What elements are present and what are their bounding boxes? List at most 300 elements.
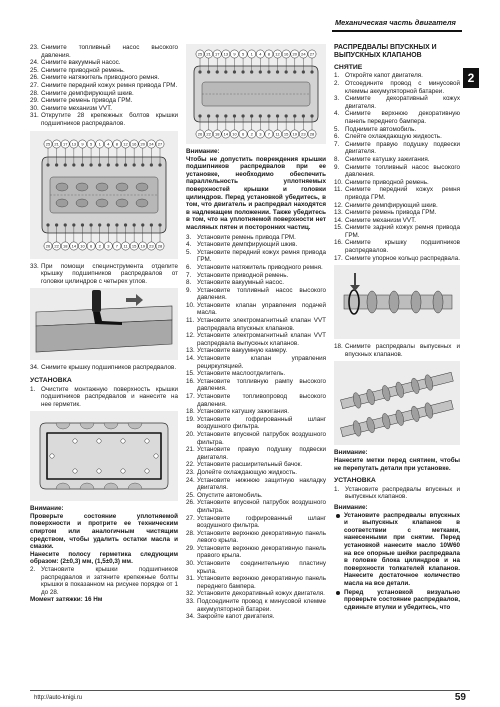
install-step [186, 302, 326, 317]
torque-spec: Момент затяжки: 16 Нм [30, 596, 103, 604]
removal-step [334, 239, 460, 254]
bolt-number-label: 7 [115, 243, 119, 249]
step-text: Установите гофрированный шланг воздушного фильтра. [197, 415, 326, 431]
warning-label: Внимание: [334, 449, 368, 457]
bolt-number-label: 5 [241, 51, 245, 57]
bolt-head [259, 70, 262, 73]
step-number: 31. [30, 112, 39, 120]
page-number: 59 [454, 692, 466, 703]
step-number: 7. [186, 271, 192, 279]
bolt-head [224, 114, 227, 117]
step-number: 30. [186, 560, 195, 568]
removal-step [334, 156, 460, 164]
bullet-text: Перед установкой визуально проверьте состояние распредвалов, сдвиньте втулки и убедитесь, что [344, 588, 460, 611]
step-number: 24. [186, 476, 195, 484]
step-number: 24. [30, 59, 39, 67]
warning-paragraph: Нанесите полосу герметика следующим образом: (2±0,3) мм, (1,5±0,3) мм. [30, 550, 178, 566]
step-number: 34. [186, 613, 195, 621]
bolt-number-label: 28 [157, 243, 163, 249]
warning-label: Внимание: [186, 148, 220, 155]
step-text: Установите крышки подшипников распредвалов и затяните крепежные болты крышки в показанном на рисунке порядке от 1 до 28. [41, 566, 178, 596]
figure-bolt-tightening-sequence [186, 44, 326, 144]
bolt-head [158, 163, 161, 166]
step-number: 34. [30, 364, 39, 372]
install-steps-list [334, 486, 460, 501]
bolt-number-label: 7 [267, 131, 271, 137]
install-step [186, 408, 326, 416]
step-text: Снимите крышку подшипников распредвалов. [345, 239, 460, 255]
install-heading: УСТАНОВКА [30, 376, 72, 384]
bolt-number-label: 3 [107, 243, 110, 249]
bolt-number-label: 2 [250, 131, 253, 137]
bolt-number-label: 15 [131, 243, 137, 249]
step-number: 17. [334, 254, 343, 262]
bolt-head [64, 223, 67, 226]
step-number: 15. [334, 224, 343, 232]
step-text: Снимите ремень привода ГРМ. [41, 97, 133, 105]
bolt-number-label: 6 [241, 131, 245, 137]
bolt-number-label: 8 [115, 141, 119, 147]
removal-step [30, 263, 178, 286]
bolt-head [107, 163, 110, 166]
bolt-number-label: 14 [223, 131, 229, 137]
removal-steps-list-2 [30, 263, 178, 286]
bolt-number-label: 10 [80, 243, 85, 249]
step-text: Установите клапан управления рециркуляцией. [197, 355, 326, 370]
install-heading: УСТАНОВКА [334, 477, 376, 485]
step-number: 2. [30, 566, 36, 574]
removal-step [30, 364, 178, 372]
bolt-head [81, 163, 84, 166]
step-text: Установите нижнюю защитную накладку двигателя. [197, 476, 326, 492]
install-step [186, 370, 326, 378]
step-text: При помощи специнструмента отделите крышку подшипников распредвалов от головки цилиндров с четырех углов. [41, 262, 178, 285]
step-number: 14. [334, 216, 343, 224]
step-number: 23. [30, 44, 39, 51]
step-text: Долейте охлаждающую жидкость. [197, 468, 297, 476]
step-text: Снимите приводной ремень. [345, 178, 429, 186]
step-text: Снимите передний кожух ремня привода ГРМ. [41, 81, 178, 89]
bolt-number-label: 12 [275, 51, 280, 57]
section-header: Механическая часть двигателя [332, 16, 462, 32]
step-number: 15. [186, 370, 195, 378]
step-number: 11. [186, 317, 195, 325]
step-number: 23. [186, 468, 195, 476]
step-text: Снимите упорное кольцо распредвала. [345, 254, 460, 262]
install-step [186, 575, 326, 590]
bolt-number-label: 10 [232, 131, 237, 137]
step-number: 21. [186, 446, 195, 454]
bolt-head [250, 114, 253, 117]
step-text: Установите топливный насос высокого давления. [197, 286, 326, 302]
step-number: 13. [334, 209, 343, 217]
bolt-number-label: 16 [131, 141, 137, 147]
step-text: Снимите декоративный кожух двигателя. [345, 95, 460, 110]
chapter-tab: 2 [463, 68, 479, 88]
install-step [186, 461, 326, 469]
install-step [186, 431, 326, 446]
figure-thrust-ring [334, 265, 460, 339]
bullet-icon [334, 512, 344, 588]
removal-steps-list-2 [334, 343, 460, 358]
step-text: Снимите приводной ремень. [41, 66, 125, 74]
step-number: 9. [334, 163, 340, 171]
install-step [186, 355, 326, 370]
install-step [30, 566, 178, 596]
step-text: Снимите демпфирующий шкив. [345, 201, 438, 209]
step-number: 31. [186, 575, 195, 583]
step-text: Снимите правую подушку подвески двигателя. [345, 140, 460, 156]
bolt-number-label: 23 [301, 131, 306, 137]
bolt-head [115, 223, 118, 226]
bolt-number-label: 20 [140, 141, 145, 147]
step-number: 19. [186, 415, 195, 423]
install-step [186, 590, 326, 598]
bolt-head [250, 70, 253, 73]
step-text: Установите верхнюю декоративную панель переднего бампера. [197, 575, 326, 590]
step-text: Поднимите автомобиль. [345, 125, 417, 133]
step-number: 28. [30, 89, 39, 97]
bolt-number-label: 19 [292, 131, 297, 137]
step-text: Установите вакуумную камеру. [197, 347, 288, 355]
right-column [334, 44, 460, 612]
step-text: Установите верхнюю декоративную панель правого крыла. [197, 544, 326, 560]
removal-steps-list [334, 72, 460, 262]
left-column [30, 44, 178, 604]
install-warning-bullets [334, 512, 460, 612]
step-text: Опустите автомобиль. [197, 491, 263, 499]
bolt-number-label: 24 [149, 141, 154, 147]
step-text: Установите электромагнитный клапан VVT распредвала впускных клапанов. [197, 317, 326, 332]
step-number: 32. [186, 590, 195, 598]
step-number: 1. [334, 485, 340, 493]
warning-paragraph: Нанесите метки перед снятием, чтобы не перепутать детали при установке. [334, 457, 460, 472]
removal-step [30, 90, 178, 98]
removal-step [334, 141, 460, 156]
install-step [186, 249, 326, 264]
bolt-head [276, 114, 279, 117]
bolt-number-label: 1 [250, 51, 253, 57]
warning-label: Внимание: [30, 505, 64, 513]
install-step [186, 477, 326, 492]
bolt-number-label: 25 [45, 141, 51, 147]
bolt-number-label: 9 [81, 141, 84, 147]
bolt-head [89, 163, 92, 166]
step-number: 25. [30, 66, 39, 74]
bolt-number-label: 22 [54, 243, 59, 249]
bolt-number-label: 12 [123, 141, 128, 147]
bolt-head [198, 70, 201, 73]
figure-bolt-removal-diagram [30, 131, 178, 259]
step-text: Снимите механизм VVT. [345, 216, 416, 224]
step-text: Снимите верхнюю декоративную панель переднего бампера. [345, 110, 460, 125]
install-step [186, 347, 326, 355]
step-number: 16. [334, 239, 343, 247]
step-number: 13. [186, 347, 195, 355]
bolt-number-label: 18 [63, 243, 68, 249]
bolt-head [141, 223, 144, 226]
bolt-number-label: 17 [215, 51, 220, 57]
step-number: 12. [186, 332, 195, 340]
removal-heading: СНЯТИЕ [334, 63, 363, 71]
step-number: 2. [334, 80, 340, 87]
bolt-head [259, 114, 262, 117]
bolt-head [224, 70, 227, 73]
bolt-number-label: 5 [89, 141, 93, 147]
bullet-icon [334, 589, 344, 612]
step-text: Снимите топливный насос высокого давления. [41, 44, 178, 59]
bolt-number-label: 20 [292, 51, 297, 57]
step-number: 10. [186, 301, 195, 309]
figure-special-tool [30, 288, 178, 360]
bolt-head [72, 223, 75, 226]
bolt-number-label: 21 [206, 51, 211, 57]
step-text: Установите соединительную пластину крыла. [197, 560, 326, 575]
bolt-number-label: 4 [259, 51, 262, 57]
bolt-number-label: 2 [98, 243, 101, 249]
removal-steps-list [30, 44, 178, 128]
step-number: 18. [334, 343, 343, 351]
bolt-number-label: 21 [54, 141, 59, 147]
install-step [186, 279, 326, 287]
step-text: Снимите распредвалы выпускных и впускных клапанов. [345, 343, 460, 358]
bolt-number-label: 11 [123, 243, 128, 249]
bolt-number-label: 26 [45, 243, 51, 249]
removal-step [334, 80, 460, 95]
step-number: 17. [186, 393, 195, 400]
bolt-head [302, 114, 305, 117]
step-text: Снимите демпфирующий шкив. [41, 89, 134, 97]
bolt-head [302, 70, 305, 73]
bolt-head [207, 114, 210, 117]
bolt-head [310, 114, 313, 117]
step-text: Установите вакуумный насос. [197, 279, 284, 287]
step-text: Отсоедините провод с минусовой клеммы аккумуляторной батареи. [345, 80, 460, 95]
install-step [186, 515, 326, 530]
bolt-number-label: 27 [157, 141, 163, 147]
bolt-head [124, 163, 127, 166]
removal-step [334, 255, 460, 263]
bolt-head [267, 70, 270, 73]
install-steps-list [30, 386, 178, 409]
removal-step [30, 97, 178, 105]
bolt-head [46, 223, 49, 226]
bolt-head [310, 70, 313, 73]
removal-step [30, 82, 178, 90]
step-number: 22. [186, 461, 195, 469]
step-number: 3. [334, 95, 340, 103]
step-number: 3. [186, 233, 192, 241]
bolt-head [276, 70, 279, 73]
bolt-head [141, 163, 144, 166]
removal-step [30, 44, 178, 59]
step-text: Установите впускной патрубок воздушного фильтра. [197, 430, 326, 446]
install-step [186, 446, 326, 461]
step-number: 4. [186, 241, 192, 249]
install-steps-list-2 [30, 566, 178, 596]
step-number: 6. [334, 133, 340, 141]
bolt-head [124, 223, 127, 226]
install-step [186, 332, 326, 347]
bolt-head [64, 163, 67, 166]
bolt-number-label: 18 [215, 131, 220, 137]
bolt-number-label: 16 [283, 51, 289, 57]
step-number: 6. [186, 263, 192, 271]
step-number: 7. [334, 140, 340, 148]
bolt-number-label: 17 [63, 141, 68, 147]
bullet-text: Установите распредвалы впускных и выпускных клапанов в соответствии с метками, нанесенными при снятии. Перед установкой нанесите масло 10W60 на все опорные шейки распредвала в головке блока цилиндров и на поверхности толкателей клапанов. Нанесите достаточное количество масла на все детали. [344, 511, 460, 587]
bolt-head [233, 70, 236, 73]
step-text: Установите катушку зажигания. [197, 408, 290, 416]
bolt-number-label: 6 [89, 243, 93, 249]
bolt-head [133, 223, 136, 226]
step-number: 9. [186, 286, 192, 294]
bolt-number-label: 13 [71, 141, 77, 147]
warning-bullet [334, 589, 460, 612]
bolt-head [293, 114, 296, 117]
bolt-head [46, 163, 49, 166]
step-number: 12. [334, 201, 343, 209]
bolt-head [216, 114, 219, 117]
bolt-head [267, 114, 270, 117]
figure-camshafts [334, 361, 460, 445]
install-step [186, 234, 326, 242]
step-number: 5. [334, 125, 340, 133]
removal-step [30, 59, 178, 67]
step-number: 1. [30, 385, 36, 393]
step-number: 29. [30, 97, 39, 105]
bolt-number-label: 28 [309, 131, 315, 137]
removal-step [334, 202, 460, 210]
bolt-head [150, 223, 153, 226]
removal-steps-list-3 [30, 364, 178, 372]
bolt-head [198, 114, 201, 117]
step-text: Установите расширительный бачок. [197, 461, 303, 469]
bolt-number-label: 3 [259, 131, 262, 137]
install-step [30, 386, 178, 409]
figure-sealant-application [30, 411, 178, 501]
install-warning-label: Внимание: [334, 504, 368, 511]
install-step [334, 486, 460, 501]
step-number: 16. [186, 377, 195, 385]
bolt-number-label: 23 [149, 243, 154, 249]
step-number: 1. [334, 72, 340, 80]
step-number: 10. [334, 178, 343, 186]
step-text: Установите гофрированный шланг воздушного фильтра. [197, 514, 326, 530]
step-text: Снимите крышку подшипников распредвалов. [41, 364, 177, 372]
bolt-head [115, 163, 118, 166]
bolt-head [293, 70, 296, 73]
bolt-head [241, 114, 244, 117]
step-number: 11. [334, 186, 343, 194]
step-text: Установите демпфирующий шкив. [197, 241, 298, 249]
bolt-head [207, 70, 210, 73]
step-number: 27. [186, 514, 195, 522]
step-text: Установите клапан управления подачей масла. [197, 301, 326, 317]
step-number: 33. [30, 262, 39, 270]
bolt-head [55, 163, 58, 166]
bolt-number-label: 27 [309, 51, 315, 57]
bolt-number-label: 24 [301, 51, 306, 57]
install-step [186, 545, 326, 560]
bolt-head [216, 70, 219, 73]
removal-step [334, 72, 460, 80]
step-number: 20. [186, 430, 195, 438]
bolt-head [233, 114, 236, 117]
removal-step [334, 209, 460, 217]
step-number: 18. [186, 408, 195, 416]
warning-paragraph: Проверьте состояние уплотняемой поверхности и протрите ее техническим спиртом или аналогичным чистящим средством, чтобы удалить остатки масла и смазки. [30, 512, 178, 551]
step-text: Установите натяжитель приводного ремня. [197, 263, 323, 271]
step-text: Установите приводной ремень. [197, 271, 289, 279]
bolt-head [98, 223, 101, 226]
removal-step [334, 95, 460, 110]
bolt-number-label: 19 [140, 243, 145, 249]
warning-paragraph: Чтобы не допустить повреждения крышки подшипников распредвалов при ее установке, необходимо обеспечить параллельность уплотняемых поверхностей крышки и головки цилиндров. Перед установкой убедитесь, в том, что двигатель и распредвал находятся в надлежащем положении. Также убедитесь в том, что на уплотняемой поверхности нет масляных пятен и посторонних частиц. [186, 155, 326, 231]
bolt-head [98, 163, 101, 166]
bolt-number-label: 1 [98, 141, 101, 147]
install-step [186, 469, 326, 477]
bolt-head [72, 163, 75, 166]
bolt-number-label: 22 [206, 131, 211, 137]
install-step [186, 264, 326, 272]
removal-step [334, 343, 460, 358]
bolt-number-label: 4 [107, 141, 110, 147]
step-text: Установите топливную рампу высокого давления. [197, 377, 326, 393]
step-text: Установите электромагнитный клапан VVT распредвала выпускных клапанов. [197, 332, 326, 347]
step-text: Откройте капот двигателя. [345, 72, 423, 80]
removal-step [334, 224, 460, 239]
removal-step [30, 74, 178, 82]
tool-handle [92, 290, 101, 312]
bolt-head [133, 163, 136, 166]
step-text: Установите распредвалы впускных и выпускных клапанов. [345, 485, 460, 501]
bolt-number-label: 14 [71, 243, 77, 249]
step-text: Снимите задний кожух ремня привода ГРМ. [345, 224, 460, 239]
step-text: Снимите механизм VVT. [41, 104, 112, 112]
warning-bullet [334, 512, 460, 588]
install-step [186, 530, 326, 545]
removal-step [334, 133, 460, 141]
step-text: Очистите монтажную поверхность крышки подшипников распредвалов и нанесите на нее герметик. [41, 385, 178, 408]
removal-step [30, 112, 178, 127]
removal-step [334, 164, 460, 179]
bolt-head [158, 223, 161, 226]
bolt-number-label: 25 [197, 51, 203, 57]
step-number: 26. [30, 74, 39, 82]
install-step [186, 241, 326, 249]
install-step [186, 272, 326, 280]
removal-step [334, 186, 460, 201]
bolt-number-label: 13 [223, 51, 229, 57]
step-text: Снимите катушку зажигания. [345, 155, 430, 163]
install-step [186, 416, 326, 431]
install-step [186, 287, 326, 302]
page-footer [30, 690, 470, 704]
install-step [186, 560, 326, 575]
bolt-head [89, 223, 92, 226]
step-text: Снимите ремень привода ГРМ. [345, 209, 437, 217]
step-text: Снимите вакуумный насос. [41, 59, 121, 67]
step-number: 8. [334, 155, 340, 163]
install-step [186, 613, 326, 621]
step-number: 27. [30, 81, 39, 89]
step-text: Подсоедините провод к минусовой клемме аккумуляторной батареи. [197, 598, 326, 613]
step-number: 30. [30, 104, 39, 112]
step-text: Установите маслоотделитель. [197, 370, 286, 378]
step-text: Установите декоративный кожух двигателя. [197, 590, 325, 598]
step-number: 4. [334, 110, 340, 118]
